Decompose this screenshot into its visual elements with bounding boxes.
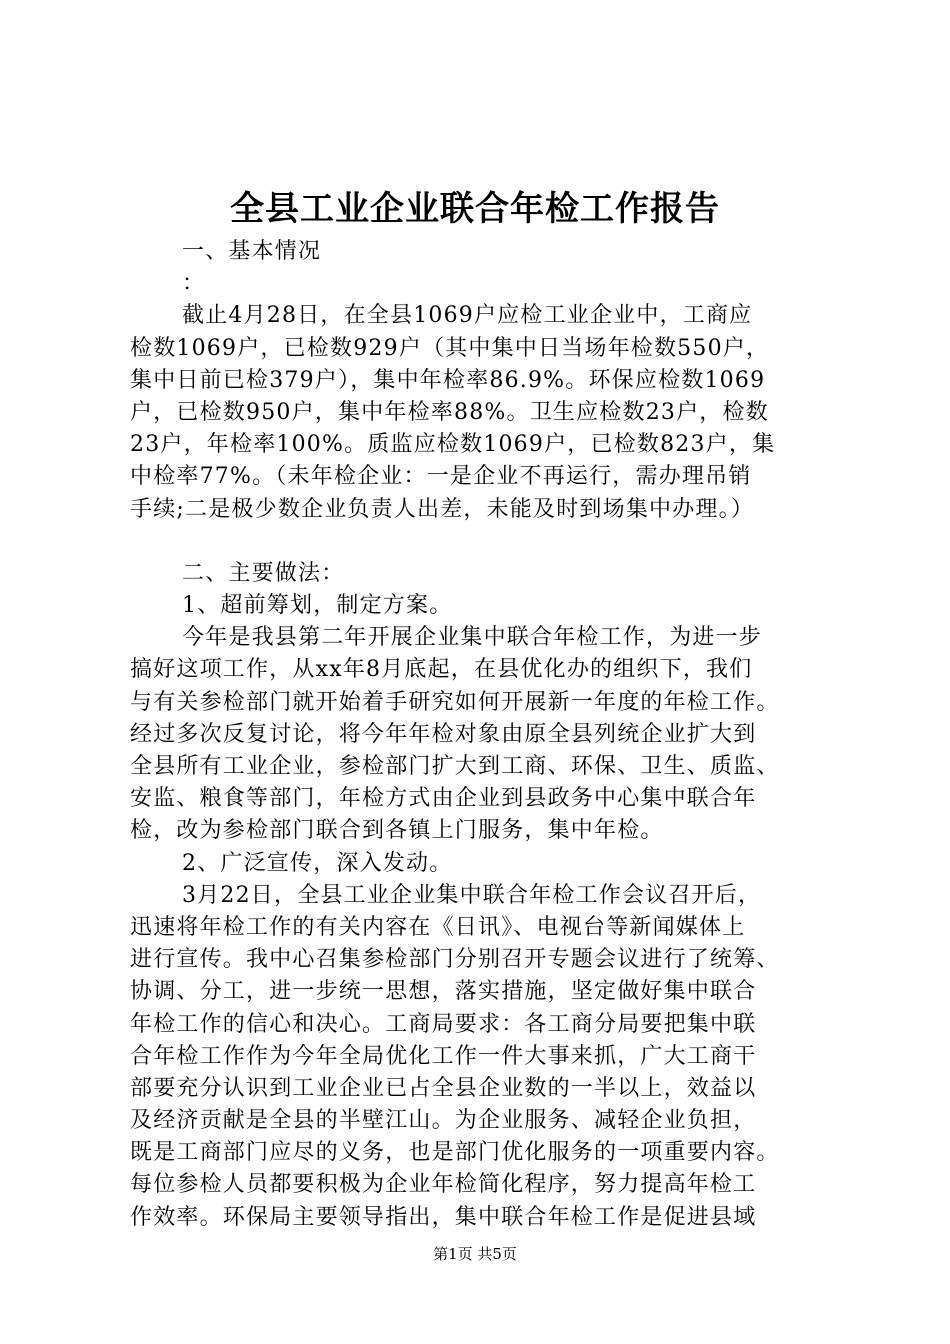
section-heading-methods: 二、主要做法： [182, 560, 345, 586]
paragraph-line: 中检率77%。（未年检企业：一是企业不再运行，需办理吊销 [130, 464, 752, 490]
paragraph-line: 23户，年检率100%。质监应检数1069户，已检数823户，集 [130, 432, 776, 458]
paragraph-line: 检数1069户，已检数929户（其中集中日当场年检数550户， [130, 335, 770, 361]
paragraph-line: 手续;二是极少数企业负责人出差，未能及时到场集中办理。） [130, 496, 755, 522]
subheading-planning: 1、超前筹划，制定方案。 [182, 593, 453, 619]
paragraph-line: 既是工商部门应尽的义务，也是部门优化服务的一项重要内容。 [130, 1140, 780, 1166]
paragraph-line: 搞好这项工作，从xx年8月底起，在县优化办的组织下，我们 [130, 657, 753, 683]
paragraph-line: 迅速将年检工作的有关内容在《日讯》、电视台等新闻媒体上 [130, 914, 746, 940]
paragraph-line: 全县所有工业企业，参检部门扩大到工商、环保、卫生、质监、 [130, 754, 780, 779]
paragraph-line: 年检工作的信心和决心。工商局要求：各工商分局要把集中联 [130, 1011, 757, 1037]
paragraph-line: 今年是我县第二年开展企业集中联合年检工作，为进一步 [182, 625, 763, 651]
paragraph-line: 截止4月28日，在全县1069户应检工业企业中，工商应 [182, 303, 753, 329]
paragraph-line: 协调、分工，进一步统一思想，落实措施，坚定做好集中联合 [130, 979, 757, 1005]
paragraph-line: 经过多次反复讨论，将今年年检对象由原全县列统企业扩大到 [130, 721, 757, 747]
subheading-publicity: 2、广泛宣传，深入发动。 [182, 850, 453, 876]
document-body [130, 236, 842, 1234]
paragraph-line: 及经济贡献是全县的半壁江山。为企业服务、减轻企业负担， [130, 1108, 757, 1134]
paragraph-line: 作效率。环保局主要领导指出，集中联合年检工作是促进县域 [130, 1204, 757, 1230]
page-footer: 第1页 共5页 [433, 1245, 517, 1263]
paragraph-line: 进行宣传。我中心召集参检部门分别召开专题会议进行了统筹、 [130, 947, 780, 973]
paragraph-line: 每位参检人员都要积极为企业年检简化程序，努力提高年检工 [130, 1172, 757, 1198]
section-heading-basic: 一、基本情况 [182, 239, 322, 264]
paragraph-line: 与有关参检部门就开始着手研究如何开展新一年度的年检工作。 [130, 689, 780, 715]
paragraph-line: 安监、粮食等部门，年检方式由企业到县政务中心集中联合年 [130, 786, 757, 812]
paragraph-line: 合年检工作作为今年全局优化工作一件大事来抓，广大工商干 [130, 1043, 757, 1069]
blank-line [130, 526, 842, 558]
paragraph-line: 部要充分认识到工业企业已占全县企业数的一半以上，效益以 [130, 1075, 757, 1101]
paragraph-line: 集中日前已检379户），集中年检率86.9%。环保应检数1069 [130, 367, 766, 393]
paragraph-line: 户，已检数950户，集中年检率88%。卫生应检数23户，检数 [130, 399, 769, 425]
document-title: 全县工业企业联合年检工作报告 [230, 189, 720, 229]
paragraph-line: 3月22日，全县工业企业集中联合年检工作会议召开后， [182, 882, 762, 908]
paragraph-line: 检，改为参检部门联合到各镇上门服务，集中年检。 [130, 818, 664, 844]
colon-line: ： [182, 271, 206, 297]
